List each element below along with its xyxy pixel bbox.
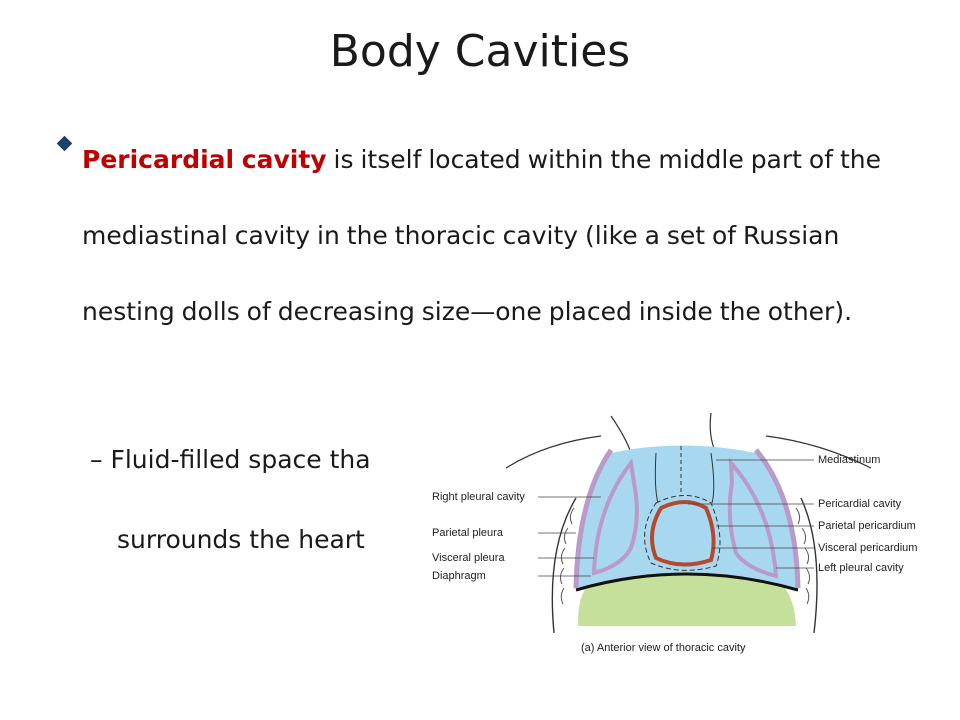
label-right-pleural-cavity: Right pleural cavity (432, 491, 525, 503)
dash-marker: – (90, 445, 103, 474)
label-pericardial-cavity: Pericardial cavity (818, 498, 902, 510)
sub-bullet-text-2: surrounds the heart (117, 525, 365, 554)
sub-bullet-line-2 (90, 500, 371, 580)
thoracic-cavity-illustration (426, 408, 960, 658)
pericardial-cavity-term: Pericardial cavity (82, 145, 327, 174)
sub-bullet (90, 420, 371, 580)
label-parietal-pleura: Parietal pleura (432, 527, 503, 539)
figure-caption: (a) Anterior view of thoracic cavity (581, 642, 746, 654)
sub-bullet-text-1: Fluid-filled space tha (110, 445, 371, 474)
label-parietal-pericardium: Parietal pericardium (818, 520, 916, 532)
label-visceral-pericardium: Visceral pericardium (818, 542, 918, 554)
label-visceral-pleura: Visceral pleura (432, 552, 505, 564)
diamond-bullet-icon (57, 136, 73, 152)
bullet-body-text: is itself located within the middle part of the mediastinal cavity in the thoracic cavity (like a set of Russian nesting dolls of decreasing size—one placed inside the other). (82, 145, 881, 326)
label-left-pleural-cavity: Left pleural cavity (818, 562, 904, 574)
slide-title: Body Cavities (329, 26, 631, 77)
label-mediastinum: Mediastinum (818, 454, 881, 466)
sub-bullet-line-1 (90, 420, 371, 500)
main-bullet-text (82, 122, 922, 350)
label-diaphragm: Diaphragm (432, 570, 486, 582)
thoracic-cavity-figure (426, 408, 960, 658)
